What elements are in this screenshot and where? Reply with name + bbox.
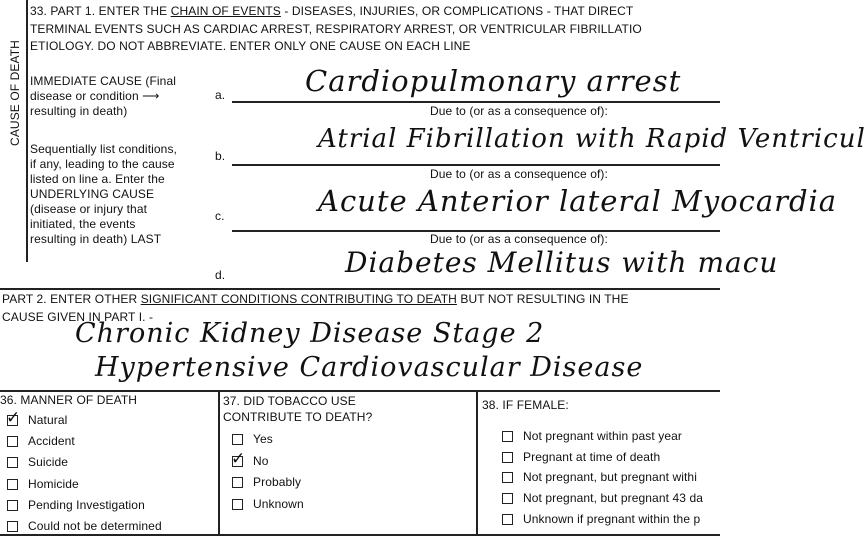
line-c-cause: Acute Anterior lateral Myocardia (318, 184, 838, 218)
part1-bottom-rule (0, 288, 720, 290)
line-a-letter: a. (215, 88, 226, 102)
significant-conditions-link: SIGNIFICANT CONDITIONS CONTRIBUTING TO DEATH (140, 292, 457, 306)
line-c-letter: c. (215, 209, 225, 223)
manner-divider (218, 390, 220, 535)
manner-option-label: Homicide (28, 476, 79, 491)
female-option-label: Unknown if pregnant within the p (523, 511, 701, 526)
female-option-checkbox[interactable] (502, 493, 513, 504)
arrow-icon: ⟶ (142, 89, 160, 103)
tobacco-option-checkbox[interactable] (232, 499, 243, 510)
tobacco-option-label: Yes (253, 432, 273, 446)
part1-header (30, 4, 633, 18)
manner-option-label: Suicide (28, 455, 69, 470)
immediate-cause-label: IMMEDIATE CAUSE (Final disease or condition ⟶ resulting in death) (30, 74, 176, 118)
line-c-due-to: Due to (or as a consequence of): (430, 232, 608, 246)
manner-option-checkbox[interactable] (7, 436, 18, 447)
part2-header-line2: CAUSE GIVEN IN PART I. - (2, 310, 154, 324)
female-option-label: Pregnant at time of death (523, 449, 661, 464)
female-option-label: Not pregnant, but pregnant 43 da (523, 491, 704, 506)
female-option-checkbox[interactable] (502, 514, 513, 525)
line-d-cause: Diabetes Mellitus with macu (345, 246, 779, 279)
part2-condition-2: Hypertensive Cardiovascular Disease (95, 352, 644, 383)
tobacco-option-label: Unknown (253, 496, 304, 511)
tobacco-option-checkbox[interactable] (232, 477, 243, 488)
line-a-rule (232, 101, 720, 103)
line-a-cause: Cardiopulmonary arrest (305, 64, 682, 98)
part1-header-num: 33. PART 1. ENTER THE (30, 4, 168, 18)
tobacco-option-label: No (253, 453, 269, 468)
manner-option-checkbox[interactable] (7, 479, 18, 490)
part2-bottom-rule (0, 390, 720, 392)
part1-header-line2: TERMINAL EVENTS SUCH AS CARDIAC ARREST, RESPIRATORY ARREST, OR VENTRICULAR FIBRILLATIO (30, 22, 642, 36)
line-b-letter: b. (215, 149, 226, 163)
line-b-due-to: Due to (or as a consequence of): (430, 167, 608, 181)
part2-condition-1: Chronic Kidney Disease Stage 2 (75, 318, 545, 349)
tobacco-title: 37. DID TOBACCO USE CONTRIBUTE TO DEATH? (223, 394, 373, 424)
line-a-due-to: Due to (or as a consequence of): (430, 104, 608, 118)
side-divider (26, 0, 28, 262)
chain-of-events-link: CHAIN OF EVENTS (170, 4, 281, 18)
female-option-label: Not pregnant, but pregnant withi (523, 470, 697, 485)
manner-option-label: Accident (28, 434, 75, 449)
manner-option-checkbox[interactable] (7, 415, 18, 426)
line-b-cause: Atrial Fibrillation with Rapid Ventricul (318, 124, 866, 154)
manner-title: 36. MANNER OF DEATH (0, 393, 138, 407)
manner-option-checkbox[interactable] (7, 500, 18, 511)
part2-header: PART 2. ENTER OTHER SIGNIFICANT CONDITIONS CONTRIBUTING TO DEATH BUT NOT RESULTING IN THE (2, 292, 629, 306)
tobacco-option-label: Probably (253, 475, 302, 489)
tobacco-option-checkbox[interactable] (232, 434, 243, 445)
cause-of-death-side-label: CAUSE OF DEATH (8, 40, 22, 146)
tobacco-option-checkbox[interactable] (232, 456, 243, 467)
part1-header-line3: ETIOLOGY. DO NOT ABBREVIATE. ENTER ONLY ONE CAUSE ON EACH LINE (30, 39, 471, 53)
tobacco-divider (476, 390, 478, 535)
female-option-checkbox[interactable] (502, 431, 513, 442)
manner-option-label: Natural (28, 413, 68, 427)
manner-option-label: Could not be determined (28, 519, 162, 533)
line-b-rule (232, 164, 720, 166)
line-d-letter: d. (215, 268, 226, 282)
female-option-checkbox[interactable] (502, 472, 513, 483)
manner-option-label: Pending Investigation (28, 497, 145, 512)
part1-header-rest: - DISEASES, INJURIES, OR COMPLICATIONS - THAT DIRECT (284, 4, 634, 18)
female-option-label: Not pregnant within past year (523, 429, 682, 443)
female-title: 38. IF FEMALE: (482, 398, 569, 412)
manner-option-checkbox[interactable] (7, 521, 18, 532)
female-option-checkbox[interactable] (502, 452, 513, 463)
manner-option-checkbox[interactable] (7, 457, 18, 468)
sequential-conditions-label: Sequentially list conditions, if any, leading to the cause listed on line a. Enter the UNDERLYING CAUSE (disease or injury that initiated, the events resulting in death) LAST (30, 142, 177, 246)
section-bottom-rule (0, 534, 720, 536)
